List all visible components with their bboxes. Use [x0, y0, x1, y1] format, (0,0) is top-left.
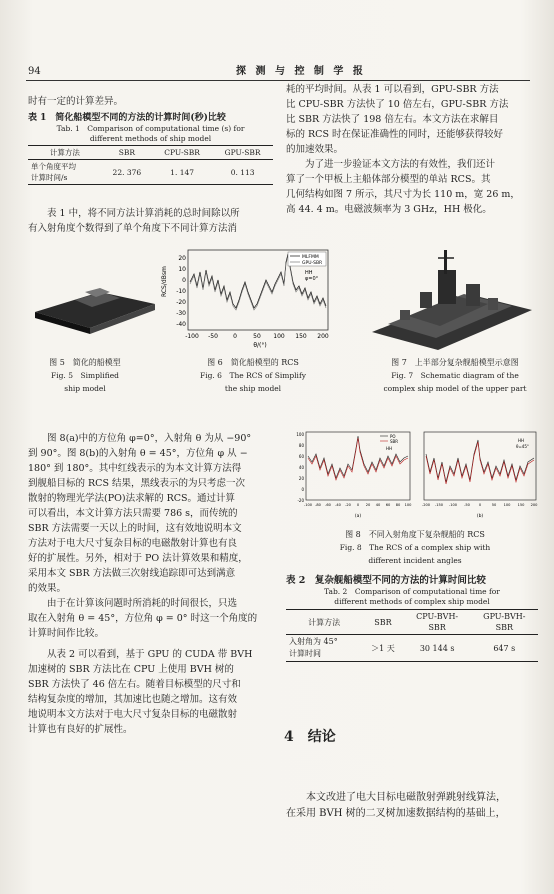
table2-header-part: GPU-BVH-	[483, 612, 526, 621]
fig8a-xtick: -80	[315, 503, 321, 507]
fig8-caption-zh: 图 8 不同入射角度下复杂舰船的 RCS	[345, 530, 485, 539]
text-line: 标的 RCS 时在保证准确性的同时，还能够获得较好	[286, 129, 503, 140]
fig8a-annotation: HH	[386, 446, 393, 451]
fig6-ytick: 0	[182, 277, 186, 284]
fig6-caption	[178, 356, 328, 395]
table2-header-part: SBR	[495, 623, 513, 632]
text-line: 表 1 中，将不同方法计算消耗的总时间除以所	[47, 208, 240, 219]
fig8b-xtick: -200	[421, 503, 431, 507]
fig6-yticks	[176, 255, 186, 328]
table2-header-part: SBR	[428, 623, 446, 632]
text-line: SBR 方法需要一天以上的时间，这有效地说明本文	[28, 523, 242, 534]
left-para-2	[28, 206, 274, 236]
text-line: 到舰船目标的 RCS 结果，黑线表示的为只考虑一次	[28, 478, 245, 489]
fig8b-xtick: -150	[434, 503, 444, 507]
fig8a-xtick: 0	[356, 503, 360, 507]
fig6-xlabel: θ/(°)	[253, 342, 267, 349]
text-line: 的加速效果。	[286, 144, 344, 155]
fig8a-ytick: 0	[301, 487, 304, 492]
fig8a-ytick: 80	[298, 443, 304, 448]
fig8a-yticks	[296, 432, 304, 503]
text-line: 比 SBR 方法快了 198 倍左右。本文方法在求解目	[286, 114, 499, 125]
fig8-caption-en-1: Fig. 8 The RCS of a complex ship with	[339, 543, 491, 552]
fig8b-xtick: 200	[530, 503, 538, 507]
fig8b-label: (b)	[476, 514, 484, 519]
fig8a-series-sbr	[308, 438, 408, 480]
fig8a-legend-item: PO	[390, 434, 396, 439]
text-line: 好的扩展性。另外，相对于 PO 法计算效果和精度，	[28, 553, 248, 564]
fig8a-label: (a)	[354, 514, 362, 519]
right-top-text	[286, 82, 536, 217]
fig8a-xtick: -40	[335, 503, 341, 507]
table2-title-en-2: different methods of complex ship model	[334, 597, 490, 606]
fig8a-legend	[380, 434, 398, 444]
fig5-caption-en-1: Fig. 5 Simplified	[51, 371, 119, 380]
text-line: 的效果。	[28, 583, 67, 594]
table1-header: CPU-SBR	[164, 148, 200, 157]
fig8-charts	[290, 428, 540, 520]
text-line: 计算也有良好的扩展性。	[28, 724, 133, 735]
table2-row-label-1: 入射角为 45°	[289, 637, 338, 646]
fig8b-xtick: 50	[491, 503, 497, 507]
fig8b-annotation: θ=45°	[516, 444, 529, 449]
fig5-caption	[30, 356, 140, 395]
fig8a-ytick: -20	[297, 498, 304, 503]
fig6-ytick: -40	[176, 321, 186, 328]
fig6-ytick: -10	[176, 288, 186, 295]
table1-row-label-1: 单个角度平均	[31, 162, 76, 171]
fig8b-xtick: -100	[448, 503, 458, 507]
text-line: 耗的平均时间。从表 1 可以看到，GPU-SBR 方法	[286, 84, 499, 95]
fig7-caption-en-2: complex ship model of the upper part	[383, 384, 527, 393]
text-line: 结构复杂度的增加，其加速比也随之增加。这有效	[28, 694, 238, 705]
header-rule	[26, 80, 530, 81]
text-line: 采用本文 SBR 方法做三次射线追踪即可达到满意	[28, 568, 236, 579]
fig8a-xtick: -60	[325, 503, 331, 507]
table1-title: 表 1 简化船模型不同的方法的计算时间(秒)比较	[28, 113, 226, 123]
table1-row-label	[28, 160, 102, 185]
left-para-end: 时有一定的计算差异。	[28, 96, 124, 107]
fig7-caption-zh: 图 7 上半部分复杂舰船模型示意图	[391, 358, 519, 367]
fig8-caption-en-2: different incident angles	[368, 556, 462, 565]
table2-title-en-1: Tab. 2 Comparison of computational time for	[324, 587, 500, 596]
text-line: 有入射角度个数得到了单个角度下不同计算方法消	[28, 223, 238, 234]
fig8a-ytick: 100	[296, 432, 304, 437]
table2-header-part: CPU-BVH-	[416, 612, 459, 621]
table2-header	[471, 610, 538, 635]
text-line: SBR 方法快了 46 倍左右。随着目标模型的尺寸和	[28, 679, 241, 690]
fig6-ytick: 10	[178, 266, 186, 273]
text-line: 算了一个甲板上主船体部分模型的单站 RCS。其	[286, 174, 491, 185]
table1-cell: 1. 147	[170, 167, 195, 177]
fig8b-xtick: 100	[503, 503, 511, 507]
fig6-legend-item: MLFMM	[302, 255, 319, 260]
fig8a-xtick: 60	[385, 503, 391, 507]
fig6-xtick: -100	[185, 333, 199, 340]
fig8a-xtick: 80	[395, 503, 401, 507]
text-line: 几何结构如图 7 所示，其尺寸为长 110 m，宽 26 m，	[286, 189, 520, 200]
fig6-caption-en-2: the ship model	[224, 384, 282, 393]
fig6-caption-en-1: Fig. 6 The RCS of Simplify	[200, 371, 306, 380]
table1-row-label-2: 计算时间/s	[31, 173, 68, 182]
fig6-xticks	[185, 333, 329, 340]
table1-header: 计算方法	[49, 148, 80, 157]
text-line: 取在入射角 θ = 45°，方位角 φ = 0° 时这一个角度的	[28, 613, 258, 624]
fig8-caption	[300, 528, 530, 567]
table1-cell: 0. 113	[230, 167, 255, 177]
fig8a-ytick: 20	[298, 476, 304, 481]
table2-header	[404, 610, 471, 635]
table2-cell: ＞1 天	[371, 643, 395, 653]
text-line: 高 44. 4 m。电磁波频率为 3 GHz，HH 极化。	[286, 204, 492, 215]
fig6-chart	[160, 242, 340, 350]
fig8b-xtick: 0	[478, 503, 482, 507]
fig6-xtick: 50	[253, 333, 261, 340]
table2-row-label	[286, 635, 362, 662]
fig6-annotation: φ=0°	[305, 276, 319, 282]
text-line: 为了进一步验证本文方法的有效性，我们还计	[305, 159, 496, 170]
fig6-ytick: 20	[178, 255, 186, 262]
table2-row-label-2: 计算时间	[289, 649, 321, 658]
fig6-annotation: HH	[305, 270, 313, 276]
table2-header: 计算方法	[308, 617, 341, 627]
fig6-ylabel: RCS/dBsm	[161, 266, 168, 297]
fig8a-xtick: 100	[404, 503, 412, 507]
table2-title: 表 2 复杂舰船模型不同的方法的计算时间比较	[286, 575, 486, 586]
fig8b-xtick: 150	[517, 503, 525, 507]
table1-header: SBR	[118, 148, 136, 157]
table1-title-en-1: Tab. 1 Comparison of computational time (s) for	[56, 124, 245, 133]
table2-cell: 647 s	[493, 643, 516, 653]
fig7-caption	[372, 356, 538, 395]
fig5-ship-image	[30, 270, 160, 340]
fig8a-xticks	[304, 503, 412, 507]
fig8b-xtick: -50	[464, 503, 470, 507]
page-number: 94	[28, 66, 41, 77]
text-line: 地说明本文方法对于电大尺寸复杂目标的电磁散射	[28, 709, 238, 720]
fig8b-xticks	[422, 503, 538, 507]
fig8a-ytick: 60	[298, 454, 304, 459]
fig6-legend-item: GPU-SBR	[302, 261, 323, 266]
fig8a-xtick: -20	[345, 503, 351, 507]
fig5-caption-zh: 图 5 简化的船模型	[49, 358, 121, 367]
text-line: 从表 2 可以看到，基于 GPU 的 CUDA 带 BVH	[47, 649, 253, 660]
left-mid-text	[28, 431, 278, 737]
section4-text	[286, 790, 548, 822]
table1	[28, 145, 273, 185]
text-line: 到 90°。图 8(b)的入射角 θ = 45°，方位角 φ 从 −	[28, 448, 248, 459]
fig5-caption-en-2: ship model	[64, 384, 106, 393]
table1-header: GPU-SBR	[224, 148, 261, 157]
fig7-ship-image	[368, 240, 536, 352]
text-line: 可以看出，本文计算方法只需要 786 s，而传统的	[28, 508, 238, 519]
table1-block	[28, 110, 273, 185]
table1-cell: 22. 376	[112, 167, 142, 177]
fig6-xtick: -50	[208, 333, 218, 340]
table1-title-en-2: different methods of ship model	[89, 134, 212, 143]
journal-title: 探 测 与 控 制 学 报	[236, 66, 366, 77]
text-line: 加速树的 SBR 方法比在 CPU 上使用 BVH 树的	[28, 664, 234, 675]
fig6-xtick: 0	[233, 333, 237, 340]
text-line: 散射的物理光学法(PO)法求解的 RCS。通过计算	[28, 493, 236, 504]
text-line: 本文改进了电大目标电磁散射弹跳射线算法，	[306, 792, 506, 803]
table2-header: SBR	[374, 617, 392, 627]
text-line: 在采用 BVH 树的二叉树加速数据结构的基础上，	[286, 808, 506, 819]
fig6-legend	[288, 252, 326, 266]
fig6-xtick: 200	[317, 333, 329, 340]
fig8b-annotation: HH	[518, 438, 525, 443]
text-line: 图 8(a)中的方位角 φ=0°，入射角 θ 为从 −90°	[47, 433, 252, 444]
table2-cell: 30 144 s	[419, 643, 455, 653]
fig6-caption-zh: 图 6 简化船模型的 RCS	[207, 358, 299, 367]
table2-block	[286, 572, 538, 662]
text-line: 180° 到 180°。其中红线表示的为本文计算方法得	[28, 463, 242, 474]
text-line: 方法对于电大尺寸复杂目标的电磁散射计算也有良	[28, 538, 238, 549]
fig7-caption-en-1: Fig. 7 Schematic diagram of the	[391, 371, 519, 380]
table2	[286, 609, 538, 662]
fig8a-xtick: -100	[303, 503, 313, 507]
text-line: 计算时间作比较。	[28, 628, 105, 639]
fig8a-xtick: 40	[375, 503, 381, 507]
fig6-ytick: -30	[176, 310, 186, 317]
fig8a-ytick: 40	[298, 465, 304, 470]
text-line: 比 CPU-SBR 方法快了 10 倍左右，GPU-SBR 方法	[286, 99, 509, 110]
fig6-xtick: 100	[273, 333, 285, 340]
text-line: 由于在计算该问题时所消耗的时间很长，只选	[47, 598, 238, 609]
fig6-xtick: 150	[295, 333, 307, 340]
fig8a-legend-item: SBR	[390, 439, 399, 444]
fig8a-xtick: 20	[365, 503, 371, 507]
fig6-ytick: -20	[176, 299, 186, 306]
section-heading: 4 结论	[284, 729, 336, 745]
